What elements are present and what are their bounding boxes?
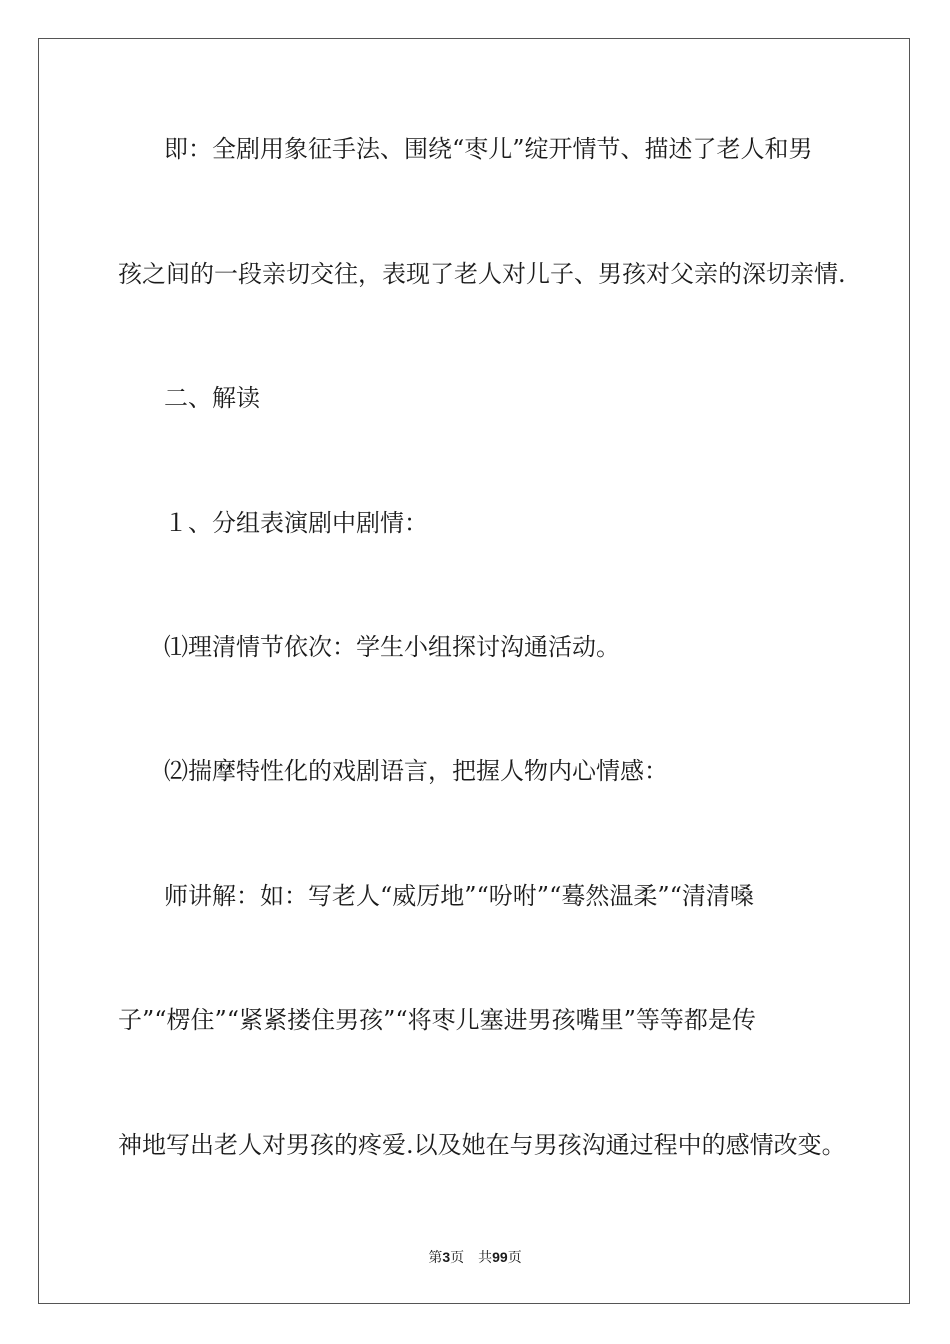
footer-page-suffix: 页 共: [450, 1250, 493, 1266]
paragraph-line-2: 孩之间的一段亲切交往，表现了老人对儿子、男孩对父亲的深切亲情.: [118, 260, 846, 288]
paragraph-line-7: 师讲解：如：写老人“威厉地”“吩咐”“蓦然温柔”“清清嗓: [164, 882, 754, 910]
footer-total-suffix: 页: [507, 1250, 522, 1266]
footer-page-number: 3: [442, 1249, 451, 1265]
footer-total-pages: 99: [492, 1249, 508, 1265]
page-border: [38, 38, 910, 1304]
list-item-1-heading: １、分组表演剧中剧情：: [164, 509, 428, 537]
paragraph-line-8: 子”“楞住”“紧紧搂住男孩”“将枣儿塞进男孩嘴里”等等都是传: [118, 1006, 756, 1034]
sub-item-1: ⑴理清情节依次：学生小组探讨沟通活动。: [164, 633, 620, 661]
section-heading-jiedu: 二、解读: [164, 384, 260, 412]
footer-page-prefix: 第: [428, 1250, 443, 1266]
paragraph-line-1: 即：全剧用象征手法、围绕“枣儿”绽开情节、描述了老人和男: [164, 135, 813, 163]
page-footer: [0, 1248, 950, 1267]
sub-item-2: ⑵揣摩特性化的戏剧语言，把握人物内心情感：: [164, 757, 668, 785]
paragraph-line-9: 神地写出老人对男孩的疼爱.以及她在与男孩沟通过程中的感情改变。: [118, 1131, 846, 1159]
